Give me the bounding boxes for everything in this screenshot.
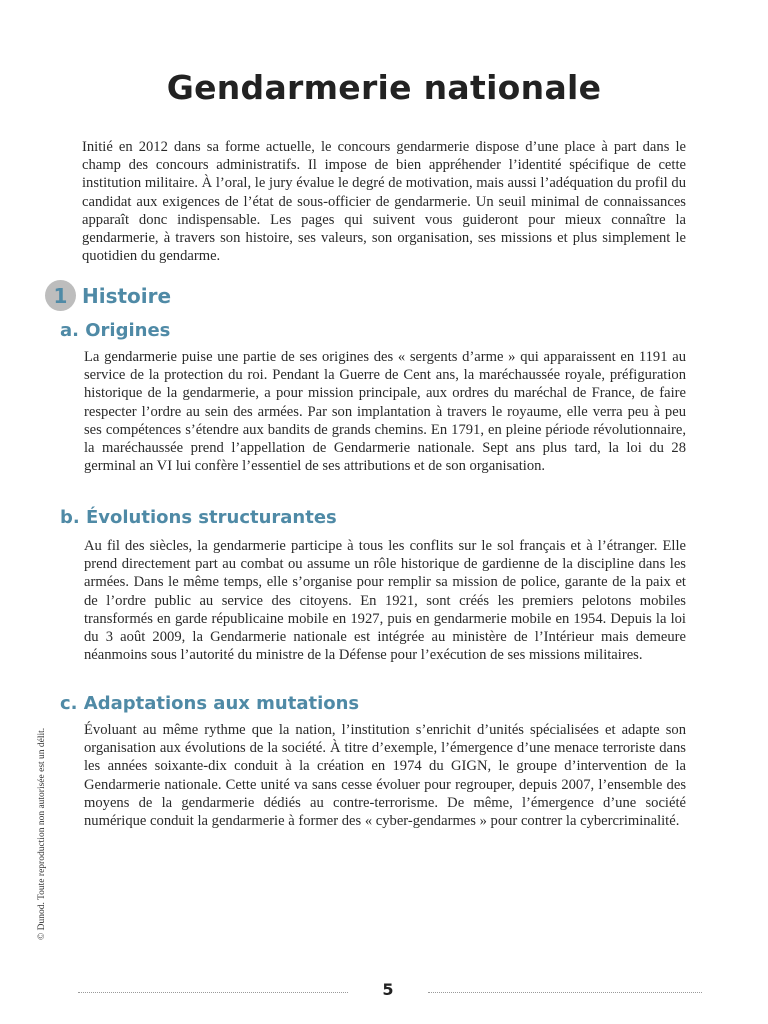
subsection-heading-origines: a. Origines [60, 320, 171, 341]
page-title: Gendarmerie nationale [166, 68, 602, 107]
footer-divider-left [78, 992, 348, 993]
page-number: 5 [382, 980, 394, 999]
copyright-notice: © Dunod. Toute reproduction non autorisée est un délit. [37, 727, 47, 940]
subsection-heading-adaptations: c. Adaptations aux mutations [60, 693, 360, 714]
subsection-body-evolutions: Au fil des siècles, la gendarmerie participe à tous les conflits sur le sol français et à l’étranger. Elle prend directement part au combat ou assume un rôle historique de gardienne de la discipline dans les armées. Dans le même temps, elle s’organise pour remplir sa mission de police, garante de la paix et de l’ordre public au service des citoyens. En 1921, sont créés les premiers pelotons mobiles transformés en garde républicaine mobile en 1927, puis en gendarmerie mobile en 1954. Depuis la loi du 3 août 2009, la Gendarmerie nationale est intégrée au ministère de l’Intérieur mais demeure néanmoins sous l’autorité du ministre de la Défense pour l’exécution de ses missions militaires. [84, 538, 686, 664]
footer-divider-right [428, 992, 702, 993]
intro-paragraph: Initié en 2012 dans sa forme actuelle, le concours gendarmerie dispose d’une place à part dans le champ des concours administratifs. Il impose de bien appréhender l’identité spécifique de cette institution militaire. À l’oral, le jury évalue le degré de motivation, mais aussi l’adéquation du profil du candidat aux exigences de l’état de sous-officier de gendarmerie. Un seuil minimal de connaissances apparaît donc indispensable. Les pages qui suivent vous guideront pour mieux connaître la gendarmerie, à travers son histoire, ses valeurs, son organisation, ses missions et plus simplement le quotidien du gendarme. [82, 139, 686, 265]
subsection-heading-evolutions: b. Évolutions structurantes [60, 507, 337, 528]
subsection-body-adaptations: Évoluant au même rythme que la nation, l’institution s’enrichit d’unités spécialisées et adapte son organisation aux évolutions de la société. À titre d’exemple, l’émergence d’une menace terroriste dans les années soixante-dix conduit à la création en 1974 du GIGN, le groupe d’intervention de la Gendarmerie nationale. Cette unité va sans cesse évoluer pour regrouper, depuis 2007, l’ensemble des moyens de la gendarmerie dédiés au contre-terrorisme. De même, l’émergence d’une société numérique conduit la gendarmerie à former des « cyber-gendarmes » pour contrer la cybercriminalité. [84, 722, 686, 830]
section-title: Histoire [82, 283, 172, 308]
subsection-body-origines: La gendarmerie puise une partie de ses origines des « sergents d’arme » qui apparaissent en 1191 au service de la protection du roi. Pendant la Guerre de Cent ans, la maréchaussée royale, préfiguration historique de la gendarmerie, a pour mission principale, aux ordres du maréchal de France, de faire respecter l’ordre au sein des armées. Par son implantation à travers le royaume, elle verra peu à peu ses compétences s’étendre aux bandits de grands chemins. En 1791, en pleine période révolutionnaire, la maréchaussée prend l’appellation de Gendarmerie nationale. Sept ans plus tard, la loi du 28 germinal an VI lui confère l’essentiel de ses attributions et de son organisation. [84, 349, 686, 475]
section-number-badge: 1 [45, 280, 76, 311]
section-heading [45, 280, 171, 311]
